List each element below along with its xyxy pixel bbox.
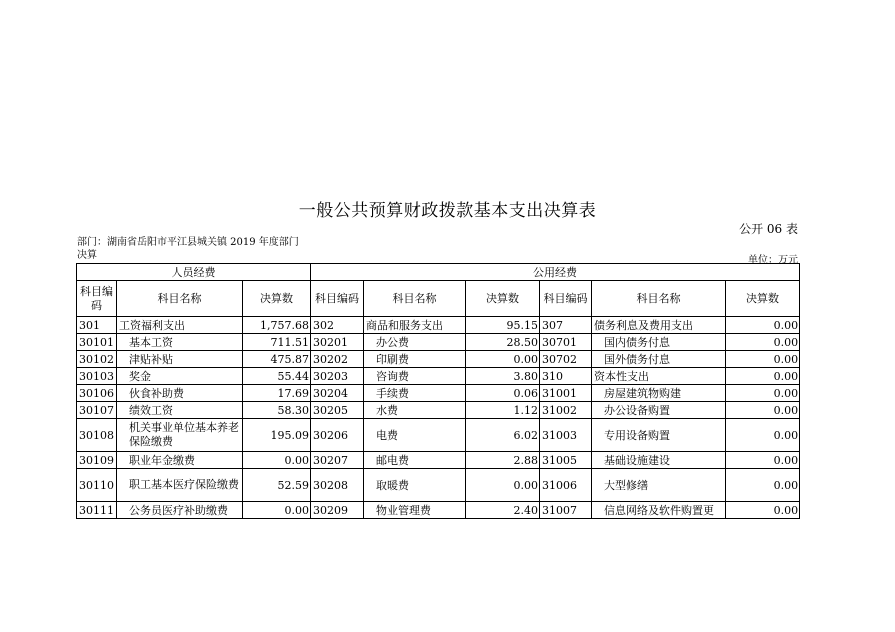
row-code: 30108 xyxy=(77,419,117,452)
table-row xyxy=(77,351,800,368)
row-name: 基本工资 xyxy=(117,334,243,351)
row-code-right: 31007 xyxy=(540,502,592,519)
row-code: 30102 xyxy=(77,351,117,368)
row-code-mid: 30207 xyxy=(311,452,364,469)
row-code-mid: 30203 xyxy=(311,368,364,385)
row-name-right: 债务利息及费用支出 xyxy=(592,317,726,334)
row-name-right: 房屋建筑物购建 xyxy=(592,385,726,402)
row-name: 职业年金缴费 xyxy=(117,452,243,469)
row-name-mid: 电费 xyxy=(364,419,466,452)
row-amount-mid: 95.15 xyxy=(466,317,540,334)
row-amount-right: 0.00 xyxy=(726,402,800,419)
row-amount-right: 0.00 xyxy=(726,351,800,368)
table-row xyxy=(77,469,800,502)
row-name-right: 大型修缮 xyxy=(592,469,726,502)
row-name-right: 国外债务付息 xyxy=(592,351,726,368)
row-code-right: 31003 xyxy=(540,419,592,452)
row-amount: 55.44 xyxy=(243,368,311,385)
row-name: 津贴补贴 xyxy=(117,351,243,368)
row-code-mid: 30201 xyxy=(311,334,364,351)
group-public: 公用经费 xyxy=(311,264,800,281)
table-row xyxy=(77,452,800,469)
department-line-1: 部门：湖南省岳阳市平江县城关镇 2019 年度部门 xyxy=(77,237,299,248)
row-name-right: 国内债务付息 xyxy=(592,334,726,351)
department-label xyxy=(77,236,337,262)
row-code: 30106 xyxy=(77,385,117,402)
row-amount-right: 0.00 xyxy=(726,334,800,351)
row-name: 工资福利支出 xyxy=(117,317,243,334)
row-name: 职工基本医疗保险缴费 xyxy=(117,469,243,502)
row-amount: 0.00 xyxy=(243,452,311,469)
row-amount-right: 0.00 xyxy=(726,368,800,385)
row-code: 30110 xyxy=(77,469,117,502)
unit-label: 单位：万元 xyxy=(748,255,798,266)
page-title: 一般公共预算财政拨款基本支出决算表 xyxy=(298,201,597,221)
row-code: 30111 xyxy=(77,502,117,519)
row-name-mid: 邮电费 xyxy=(364,452,466,469)
header-amount: 决算数 xyxy=(243,281,311,317)
row-code: 30101 xyxy=(77,334,117,351)
header-amount-right: 决算数 xyxy=(726,281,800,317)
row-name-right: 办公设备购置 xyxy=(592,402,726,419)
row-code-mid: 30202 xyxy=(311,351,364,368)
header-code-right: 科目编码 xyxy=(540,281,592,317)
row-name-mid: 物业管理费 xyxy=(364,502,466,519)
row-name-mid: 手续费 xyxy=(364,385,466,402)
row-name-mid: 咨询费 xyxy=(364,368,466,385)
row-code: 30107 xyxy=(77,402,117,419)
row-code-mid: 30206 xyxy=(311,419,364,452)
row-amount-mid: 0.06 xyxy=(466,385,540,402)
row-name: 公务员医疗补助缴费 xyxy=(117,502,243,519)
table-row xyxy=(77,334,800,351)
row-code-right: 31005 xyxy=(540,452,592,469)
row-amount: 1,757.68 xyxy=(243,317,311,334)
header-name: 科目名称 xyxy=(117,281,243,317)
row-name-right: 基础设施建设 xyxy=(592,452,726,469)
row-name-mid: 取暖费 xyxy=(364,469,466,502)
row-name-right: 资本性支出 xyxy=(592,368,726,385)
row-amount: 58.30 xyxy=(243,402,311,419)
column-header-row xyxy=(77,281,800,317)
row-name: 绩效工资 xyxy=(117,402,243,419)
row-amount: 17.69 xyxy=(243,385,311,402)
row-name-mid: 办公费 xyxy=(364,334,466,351)
row-amount: 475.87 xyxy=(243,351,311,368)
row-amount-right: 0.00 xyxy=(726,469,800,502)
row-code-right: 307 xyxy=(540,317,592,334)
row-amount-mid: 2.40 xyxy=(466,502,540,519)
group-personnel: 人员经费 xyxy=(77,264,311,281)
row-amount: 0.00 xyxy=(243,502,311,519)
row-name: 伙食补助费 xyxy=(117,385,243,402)
row-amount-right: 0.00 xyxy=(726,385,800,402)
row-name-right: 专用设备购置 xyxy=(592,419,726,452)
row-code-mid: 30205 xyxy=(311,402,364,419)
row-code: 301 xyxy=(77,317,117,334)
row-name: 奖金 xyxy=(117,368,243,385)
row-code-right: 310 xyxy=(540,368,592,385)
group-header-row xyxy=(77,264,800,281)
row-code-right: 30701 xyxy=(540,334,592,351)
row-amount-right: 0.00 xyxy=(726,317,800,334)
table-number: 公开 06 表 xyxy=(739,222,798,236)
row-amount-mid: 0.00 xyxy=(466,469,540,502)
row-amount-mid: 1.12 xyxy=(466,402,540,419)
row-name: 机关事业单位基本养老保险缴费 xyxy=(117,419,243,452)
row-amount-mid: 2.88 xyxy=(466,452,540,469)
expenditure-table xyxy=(76,263,800,519)
table-row xyxy=(77,502,800,519)
row-code-right: 30702 xyxy=(540,351,592,368)
row-amount-mid: 3.80 xyxy=(466,368,540,385)
row-amount-right: 0.00 xyxy=(726,419,800,452)
row-amount-right: 0.00 xyxy=(726,502,800,519)
row-name-mid: 印刷费 xyxy=(364,351,466,368)
row-amount-mid: 28.50 xyxy=(466,334,540,351)
row-name-right: 信息网络及软件购置更 xyxy=(592,502,726,519)
row-code-mid: 30204 xyxy=(311,385,364,402)
header-amount-mid: 决算数 xyxy=(466,281,540,317)
row-code-right: 31006 xyxy=(540,469,592,502)
table-row xyxy=(77,317,800,334)
row-code-mid: 30208 xyxy=(311,469,364,502)
row-name-mid: 水费 xyxy=(364,402,466,419)
table-row xyxy=(77,368,800,385)
table-row xyxy=(77,419,800,452)
row-code: 30109 xyxy=(77,452,117,469)
header-code: 科目编码 xyxy=(77,281,117,317)
header-code-mid: 科目编码 xyxy=(311,281,364,317)
row-amount-right: 0.00 xyxy=(726,452,800,469)
table-row xyxy=(77,402,800,419)
row-code: 30103 xyxy=(77,368,117,385)
row-code-right: 31001 xyxy=(540,385,592,402)
header-name-mid: 科目名称 xyxy=(364,281,466,317)
department-line-2: 决算 xyxy=(77,250,97,261)
row-name-mid: 商品和服务支出 xyxy=(364,317,466,334)
row-code-mid: 30209 xyxy=(311,502,364,519)
row-amount-mid: 6.02 xyxy=(466,419,540,452)
row-amount-mid: 0.00 xyxy=(466,351,540,368)
row-code-mid: 302 xyxy=(311,317,364,334)
row-amount: 52.59 xyxy=(243,469,311,502)
row-code-right: 31002 xyxy=(540,402,592,419)
table-row xyxy=(77,385,800,402)
row-amount: 711.51 xyxy=(243,334,311,351)
row-amount: 195.09 xyxy=(243,419,311,452)
header-name-right: 科目名称 xyxy=(592,281,726,317)
